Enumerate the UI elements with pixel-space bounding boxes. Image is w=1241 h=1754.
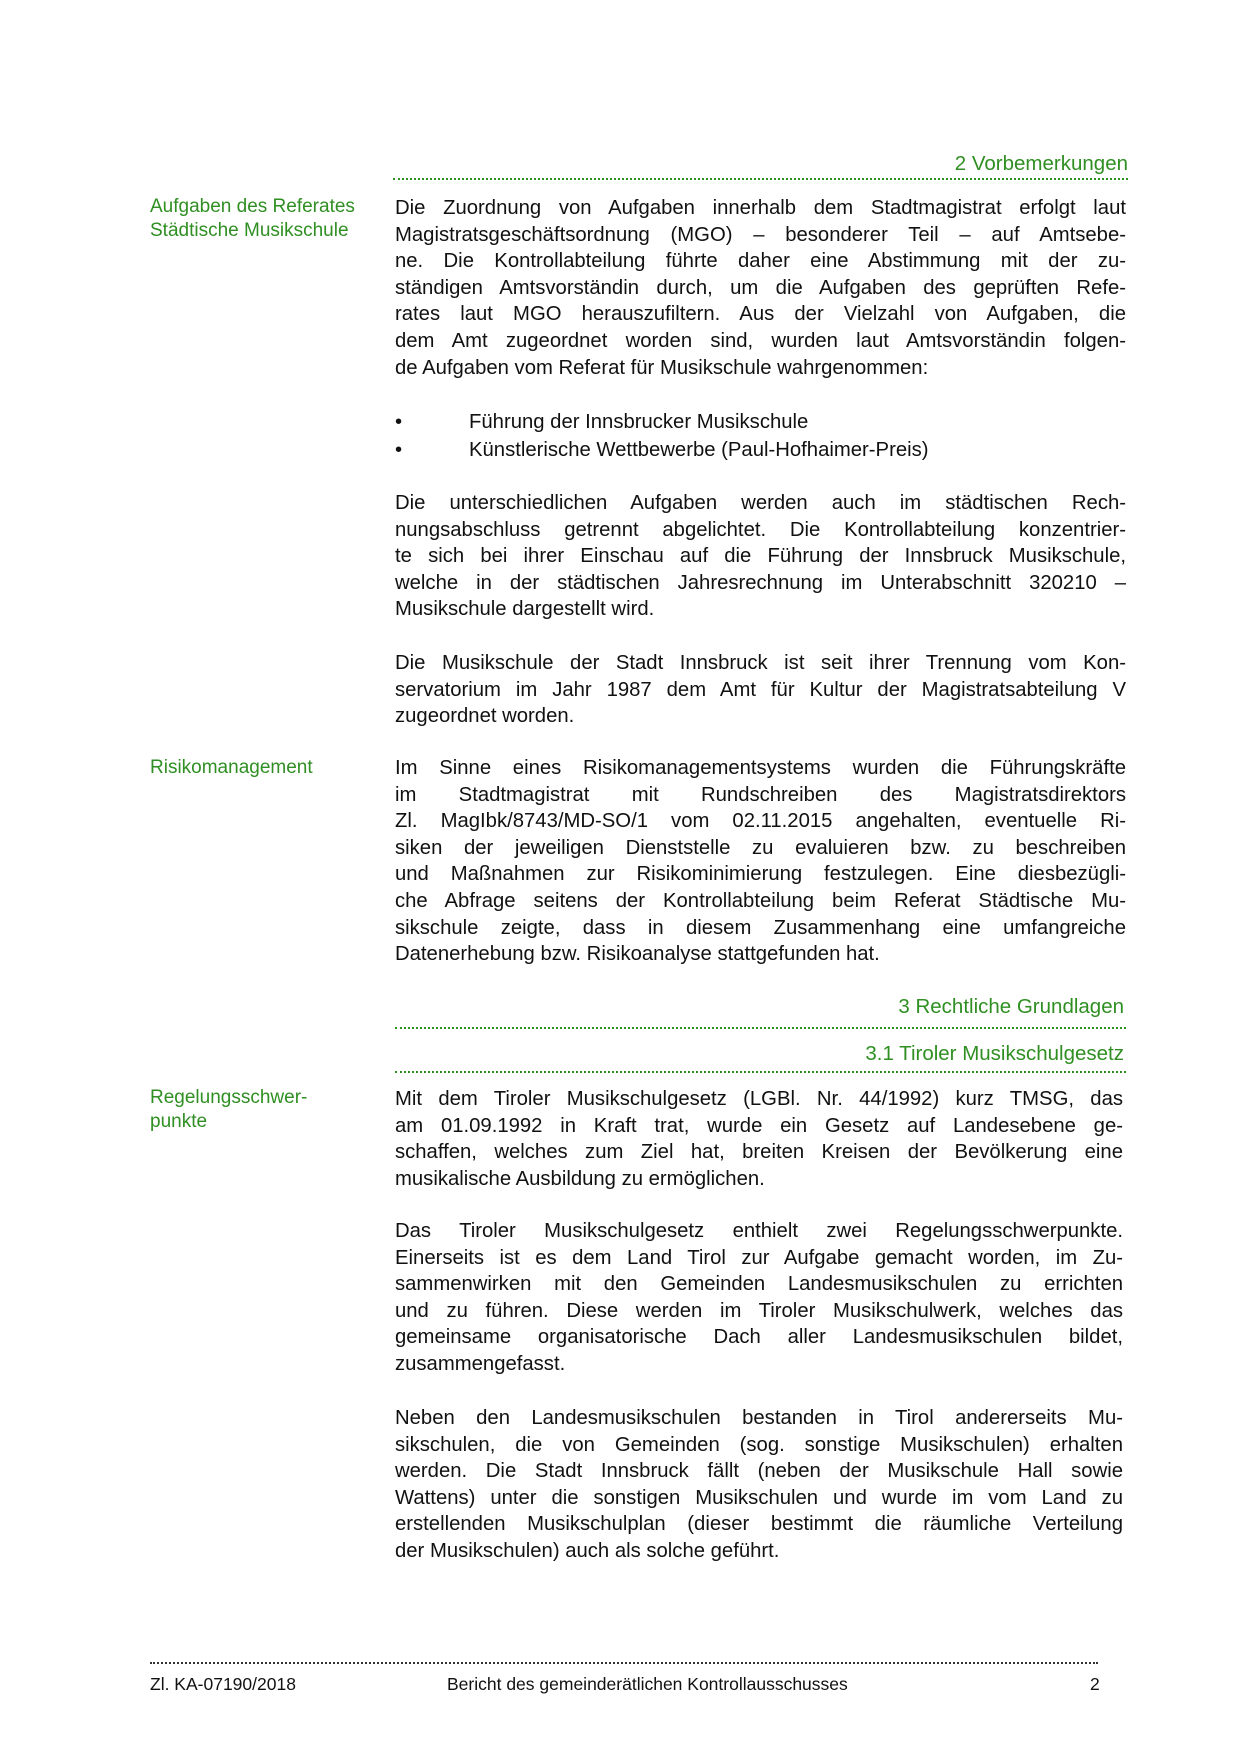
section-heading-2: 2 Vorbemerkungen	[954, 152, 1128, 175]
text-line: servatorium im Jahr 1987 dem Amt für Kultur der Magistratsabteilung V	[395, 678, 1126, 701]
bullet-icon: •	[395, 439, 403, 461]
text-line: und Maßnahmen zur Risikominimierung festzulegen. Eine diesbezügli-	[395, 863, 1126, 886]
heading-divider	[393, 178, 1128, 180]
text-line: sikschulen, die von Gemeinden (sog. sonstige Musikschulen) erhalten	[395, 1433, 1123, 1456]
paragraph-1	[395, 195, 1126, 381]
paragraph-7	[395, 1405, 1123, 1565]
text-line: ständigen Amtsvorständin durch, um die Aufgaben des geprüften Refe-	[395, 276, 1126, 299]
text-line: nungsabschluss getrennt abgelichtet. Die Kontrollabteilung konzentrier-	[395, 518, 1126, 541]
text-line: Die unterschiedlichen Aufgaben werden auch im städtischen Rech-	[395, 492, 1126, 514]
text-line: schaffen, welches zum Ziel hat, breiten Kreisen der Bevölkerung eine	[395, 1141, 1123, 1164]
text-line: sikschule zeigte, dass in diesem Zusammenhang eine umfangreiche	[395, 916, 1126, 939]
text-line: che Abfrage seitens der Kontrollabteilung beim Referat Städtische Mu-	[395, 889, 1126, 912]
label-line: punkte	[150, 1111, 208, 1132]
text-line: Zl. MagIbk/8743/MD-SO/1 vom 02.11.2015 angehalten, eventuelle Ri-	[395, 810, 1126, 833]
heading-divider	[395, 1071, 1126, 1073]
text-line: Mit dem Tiroler Musikschulgesetz (LGBl. Nr. 44/1992) kurz TMSG, das	[395, 1088, 1123, 1110]
text-line: Im Sinne eines Risikomanagementsystems wurden die Führungskräfte	[395, 757, 1126, 779]
bullet-icon: •	[395, 411, 403, 433]
text-line: Das Tiroler Musikschulgesetz enthielt zwei Regelungsschwerpunkte.	[395, 1220, 1123, 1242]
paragraph-5	[395, 1086, 1123, 1192]
margin-label-aufgaben	[150, 195, 380, 243]
text-line: gemeinsame organisatorische Dach aller Landesmusikschulen bildet,	[395, 1326, 1123, 1349]
margin-label-risiko	[150, 756, 380, 780]
text-line: te sich bei ihrer Einschau auf die Führung der Innsbruck Musikschule,	[395, 545, 1126, 568]
text-line: dem Amt zugeordnet worden sind, wurden laut Amtsvorständin folgen-	[395, 329, 1126, 352]
footer-divider	[150, 1662, 1098, 1664]
text-line: Datenerhebung bzw. Risikoanalyse stattgefunden hat.	[395, 943, 880, 966]
footer-title: Bericht des gemeinderätlichen Kontrollausschusses	[447, 1674, 848, 1694]
text-line: werden. Die Stadt Innsbruck fällt (neben der Musikschule Hall sowie	[395, 1460, 1123, 1483]
text-line: zugeordnet worden.	[395, 705, 575, 728]
label-line: Regelungsschwer-	[150, 1087, 308, 1108]
text-line: sammenwirken mit den Gemeinden Landesmusikschulen zu errichten	[395, 1273, 1123, 1296]
section-heading-3: 3 Rechtliche Grundlagen	[898, 995, 1124, 1018]
section-heading-3-1: 3.1 Tiroler Musikschulgesetz	[865, 1042, 1124, 1065]
bullet-text: Führung der Innsbrucker Musikschule	[469, 411, 809, 433]
label-line: Risikomanagement	[150, 757, 313, 778]
text-line: und zu führen. Diese werden im Tiroler Musikschulwerk, welches das	[395, 1299, 1123, 1322]
paragraph-4	[395, 755, 1126, 968]
text-line: rates laut MGO herauszufiltern. Aus der Vielzahl von Aufgaben, die	[395, 303, 1126, 326]
text-line: siken der jeweiligen Dienststelle zu evaluieren bzw. zu beschreiben	[395, 836, 1126, 859]
text-line: im Stadtmagistrat mit Rundschreiben des Magistratsdirektors	[395, 783, 1126, 806]
label-line: Aufgaben des Referates	[150, 196, 355, 217]
text-line: welche in der städtischen Jahresrechnung im Unterabschnitt 320210 –	[395, 571, 1126, 594]
footer-reference: Zl. KA-07190/2018	[150, 1674, 296, 1694]
text-line: ne. Die Kontrollabteilung führte daher eine Abstimmung mit der zu-	[395, 250, 1126, 273]
paragraph-6	[395, 1218, 1123, 1378]
text-line: musikalische Ausbildung zu ermöglichen.	[395, 1167, 765, 1190]
paragraph-3	[395, 650, 1126, 730]
bullet-text: Künstlerische Wettbewerbe (Paul-Hofhaimer-Preis)	[469, 439, 929, 461]
text-line: Wattens) unter die sonstigen Musikschulen und wurde im vom Land zu	[395, 1486, 1123, 1509]
paragraph-2	[395, 490, 1126, 623]
label-line: Städtische Musikschule	[150, 220, 349, 241]
margin-label-regelung	[150, 1086, 380, 1134]
text-line: de Aufgaben vom Referat für Musikschule wahrgenommen:	[395, 356, 929, 379]
text-line: am 01.09.1992 in Kraft trat, wurde ein Gesetz auf Landesebene ge-	[395, 1114, 1123, 1137]
text-line: Die Musikschule der Stadt Innsbruck ist seit ihrer Trennung vom Kon-	[395, 652, 1126, 674]
text-line: Neben den Landesmusikschulen bestanden in Tirol andererseits Mu-	[395, 1407, 1123, 1429]
text-line: Musikschule dargestellt wird.	[395, 598, 655, 621]
page-number: 2	[1090, 1674, 1100, 1694]
text-line: Magistratsgeschäftsordnung (MGO) – besonderer Teil – auf Amtsebe-	[395, 223, 1126, 246]
text-line: Einerseits ist es dem Land Tirol zur Aufgabe gemacht worden, im Zu-	[395, 1246, 1123, 1269]
text-line: Die Zuordnung von Aufgaben innerhalb dem Stadtmagistrat erfolgt laut	[395, 197, 1126, 219]
text-line: erstellenden Musikschulplan (dieser bestimmt die räumliche Verteilung	[395, 1513, 1123, 1536]
text-line: der Musikschulen) auch als solche geführt.	[395, 1539, 780, 1562]
text-line: zusammengefasst.	[395, 1352, 566, 1375]
heading-divider	[395, 1027, 1126, 1029]
